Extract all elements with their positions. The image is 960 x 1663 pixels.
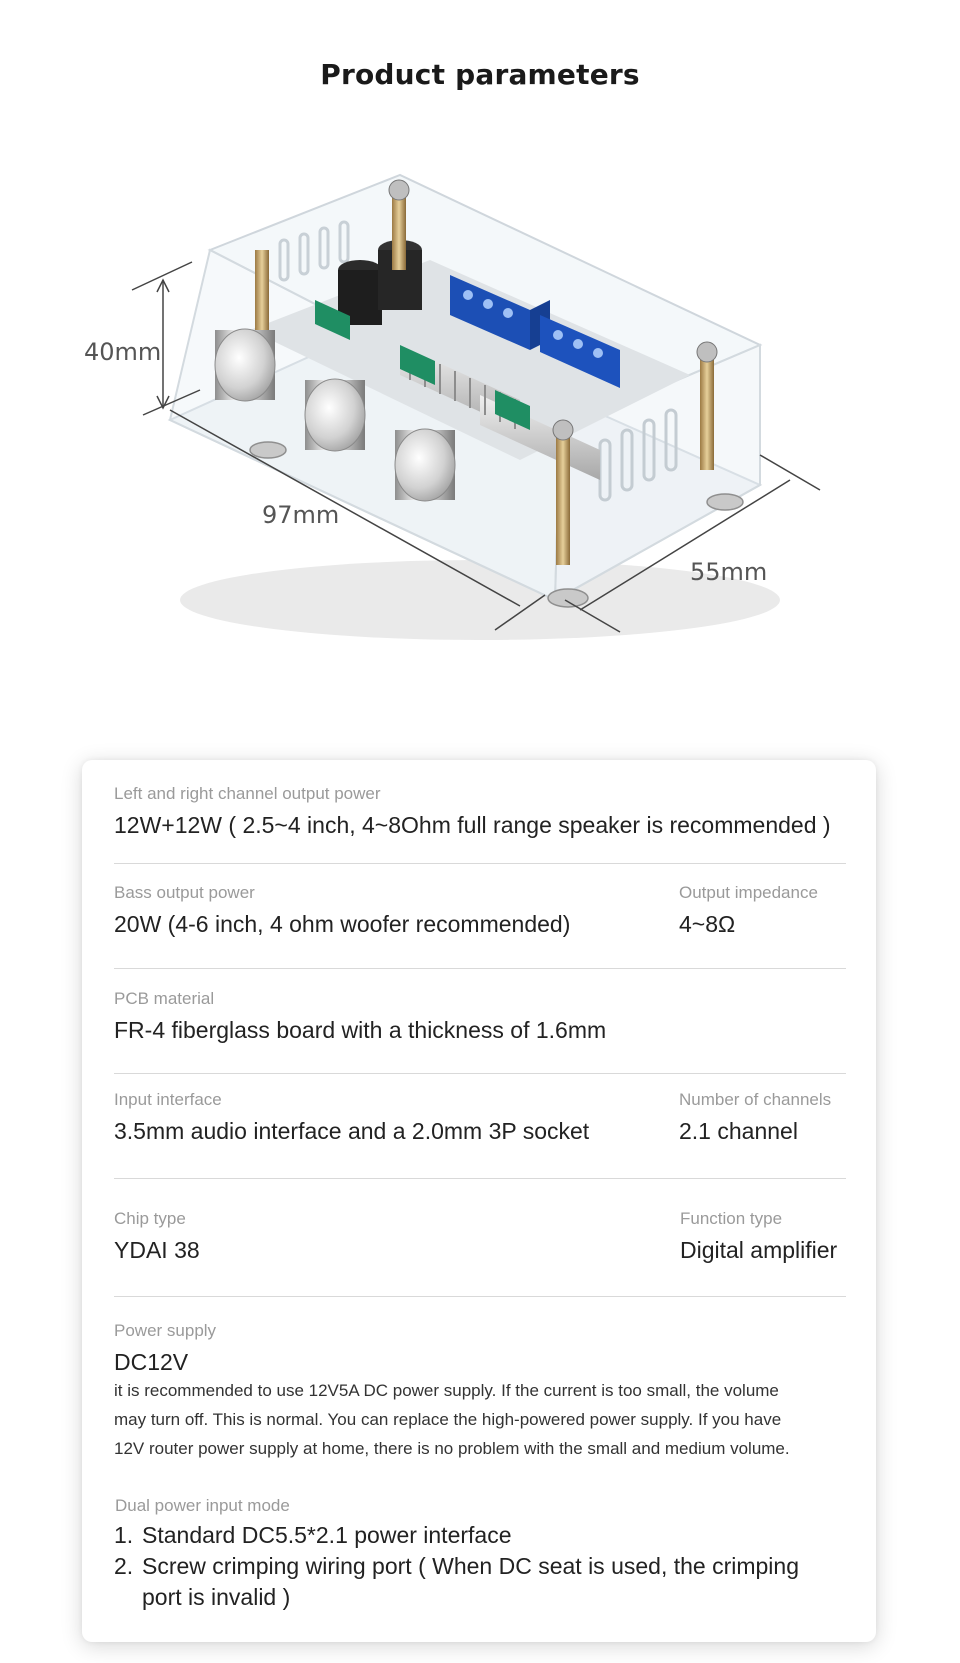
dimension-length-label: 97mm (262, 501, 340, 529)
spec-label: Input interface (114, 1090, 222, 1109)
power-supply-description (114, 1376, 846, 1463)
dimension-height-label: 40mm (84, 338, 162, 366)
list-item-number: 1. (114, 1522, 134, 1548)
spec-value: 2.1 channel (679, 1118, 798, 1144)
dimension-width-label: 55mm (690, 558, 768, 586)
spec-label: Output impedance (679, 883, 818, 902)
description-line: it is recommended to use 12V5A DC power supply. If the current is too small, the volume (114, 1381, 779, 1400)
spec-card (82, 760, 876, 1642)
divider (114, 1073, 846, 1074)
spec-label: Bass output power (114, 883, 255, 902)
spec-label: Function type (680, 1209, 783, 1228)
divider (114, 863, 846, 864)
dual-input-list (114, 1520, 846, 1613)
spec-value: FR-4 fiberglass board with a thickness of 1.6mm (114, 1017, 607, 1043)
spec-value: 3.5mm audio interface and a 2.0mm 3P socket (114, 1118, 590, 1144)
spec-value: Digital amplifier (680, 1237, 838, 1263)
list-item-text: Screw crimping wiring port ( When DC seat is used, the crimping (142, 1553, 800, 1579)
spec-label: Left and right channel output power (114, 784, 381, 803)
spec-value: YDAI 38 (114, 1237, 200, 1263)
description-line: 12V router power supply at home, there is no problem with the small and medium volume. (114, 1439, 790, 1458)
spec-value: 4~8Ω (679, 911, 736, 937)
divider (114, 1178, 846, 1179)
spec-value: DC12V (114, 1349, 189, 1375)
spec-label: Dual power input mode (115, 1496, 290, 1515)
spec-label: Chip type (114, 1209, 186, 1228)
spec-label: Power supply (114, 1321, 217, 1340)
page-title: Product parameters (320, 58, 640, 91)
list-item-number: 2. (114, 1553, 134, 1579)
spec-label: Number of channels (679, 1090, 832, 1109)
divider (114, 1296, 846, 1297)
description-line: may turn off. This is normal. You can replace the high-powered power supply. If you have (114, 1410, 782, 1429)
list-item-text: Standard DC5.5*2.1 power interface (142, 1522, 512, 1548)
spec-value: 12W+12W ( 2.5~4 inch, 4~8Ohm full range speaker is recommended ) (114, 812, 831, 838)
spec-value: 20W (4-6 inch, 4 ohm woofer recommended) (114, 911, 571, 937)
list-item-text: port is invalid ) (142, 1584, 291, 1610)
list-item (114, 1551, 846, 1613)
product-image (0, 130, 960, 690)
spec-label: PCB material (114, 989, 215, 1008)
divider (114, 968, 846, 969)
list-item (114, 1520, 846, 1551)
